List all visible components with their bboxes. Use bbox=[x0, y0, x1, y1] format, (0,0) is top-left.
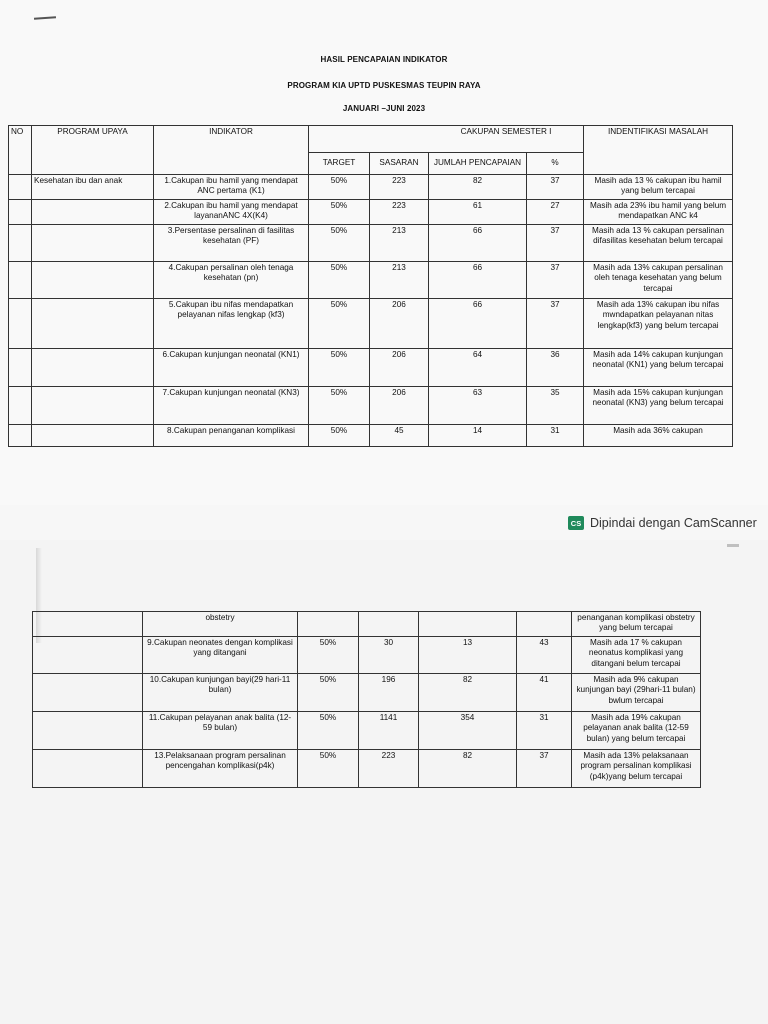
cell-persen: 43 bbox=[517, 637, 572, 674]
cell-target: 50% bbox=[298, 712, 359, 750]
cell-jumlah: 82 bbox=[419, 750, 517, 788]
cell-sasaran: 206 bbox=[370, 299, 429, 349]
cell-persen: 37 bbox=[517, 750, 572, 788]
cell-jumlah: 63 bbox=[429, 387, 527, 425]
cell-sasaran: 1141 bbox=[359, 712, 419, 750]
scanned-page-1 bbox=[0, 0, 768, 505]
cell-masalah: Masih ada 13 % cakupan ibu hamil yang belum tercapai bbox=[584, 175, 733, 200]
cell-jumlah: 64 bbox=[429, 349, 527, 387]
cell-sasaran: 45 bbox=[370, 425, 429, 447]
cell-indikator: 5.Cakupan ibu nifas mendapatkan pelayanan nifas lengkap (kf3) bbox=[154, 299, 309, 349]
column-header-masalah: INDENTIFIKASI MASALAH bbox=[584, 126, 733, 175]
column-header-jumlah: JUMLAH PENCAPAIAN bbox=[429, 153, 527, 175]
cell-masalah: Masih ada 17 % cakupan neonatus komplikasi yang ditangani belum tercapai bbox=[572, 637, 701, 674]
cell-indikator: 4.Cakupan persalinan oleh tenaga kesehatan (pn) bbox=[154, 262, 309, 299]
cell-jumlah: 13 bbox=[419, 637, 517, 674]
cell-program: Kesehatan ibu dan anak bbox=[32, 175, 154, 200]
cell-indikator: 13.Pelaksanaan program persalinan pencengahan komplikasi(p4k) bbox=[143, 750, 298, 788]
table-row bbox=[9, 425, 733, 447]
document-period: JANUARI –JUNI 2023 bbox=[342, 104, 426, 113]
cell-persen: 36 bbox=[527, 349, 584, 387]
cell-jumlah: 66 bbox=[429, 299, 527, 349]
table-row bbox=[9, 175, 733, 200]
cell-sasaran: 213 bbox=[370, 262, 429, 299]
column-header-program: PROGRAM UPAYA bbox=[32, 126, 154, 175]
cell-no bbox=[9, 425, 32, 447]
cell-program bbox=[32, 349, 154, 387]
cell-jumlah: 66 bbox=[429, 262, 527, 299]
scan-artifact-mark bbox=[727, 544, 739, 547]
table-row bbox=[9, 200, 733, 225]
cell-persen: 31 bbox=[517, 712, 572, 750]
cell-program bbox=[33, 612, 143, 637]
table-row bbox=[33, 612, 701, 637]
cell-target: 50% bbox=[309, 299, 370, 349]
column-header-cakupan-label: CAKUPAN SEMESTER I bbox=[460, 127, 552, 136]
table-row bbox=[33, 637, 701, 674]
cell-masalah: Masih ada 13% cakupan persalinan oleh tenaga kesehatan yang belum tercapai bbox=[584, 262, 733, 299]
cell-no bbox=[9, 387, 32, 425]
table-row bbox=[9, 387, 733, 425]
column-header-persen: % bbox=[527, 153, 584, 175]
cell-indikator: 2.Cakupan ibu hamil yang mendapat layananANC 4X(K4) bbox=[154, 200, 309, 225]
cell-program bbox=[33, 674, 143, 712]
cell-masalah: Masih ada 36% cakupan bbox=[584, 425, 733, 447]
table-row bbox=[9, 349, 733, 387]
cell-target: 50% bbox=[298, 750, 359, 788]
cell-indikator: 8.Cakupan penanganan komplikasi bbox=[154, 425, 309, 447]
camscanner-watermark bbox=[568, 514, 757, 532]
cell-no bbox=[9, 175, 32, 200]
column-header-indikator: INDIKATOR bbox=[154, 126, 309, 175]
cell-sasaran: 223 bbox=[370, 200, 429, 225]
cell-persen: 27 bbox=[527, 200, 584, 225]
cell-masalah: Masih ada 23% ibu hamil yang belum mendapatkan ANC k4 bbox=[584, 200, 733, 225]
cell-indikator: 1.Cakupan ibu hamil yang mendapat ANC pertama (K1) bbox=[154, 175, 309, 200]
cell-persen: 37 bbox=[527, 175, 584, 200]
cell-program bbox=[32, 387, 154, 425]
cell-program bbox=[32, 299, 154, 349]
cell-program bbox=[33, 712, 143, 750]
table-row bbox=[9, 225, 733, 262]
table-row bbox=[33, 674, 701, 712]
column-header-cakupan bbox=[309, 126, 584, 153]
cell-no bbox=[9, 299, 32, 349]
cell-program bbox=[32, 200, 154, 225]
cell-target: 50% bbox=[298, 674, 359, 712]
cell-no bbox=[9, 200, 32, 225]
cell-target: 50% bbox=[309, 349, 370, 387]
cell-target: 50% bbox=[309, 425, 370, 447]
cell-program bbox=[33, 750, 143, 788]
cell-program bbox=[32, 225, 154, 262]
table-row bbox=[9, 262, 733, 299]
cell-target bbox=[298, 612, 359, 637]
cell-masalah: Masih ada 15% cakupan kunjungan neonatal (KN3) yang belum tercapai bbox=[584, 387, 733, 425]
cell-indikator: 7.Cakupan kunjungan neonatal (KN3) bbox=[154, 387, 309, 425]
cell-masalah: Masih ada 13% pelaksanaan program persalinan komplikasi (p4k)yang belum tercapai bbox=[572, 750, 701, 788]
cell-persen: 35 bbox=[527, 387, 584, 425]
cell-target: 50% bbox=[309, 225, 370, 262]
cell-jumlah: 61 bbox=[429, 200, 527, 225]
cell-program bbox=[32, 425, 154, 447]
cell-sasaran: 223 bbox=[370, 175, 429, 200]
cell-sasaran: 223 bbox=[359, 750, 419, 788]
cell-sasaran: 206 bbox=[370, 349, 429, 387]
cell-indikator: 3.Persentase persalinan di fasilitas kesehatan (PF) bbox=[154, 225, 309, 262]
document-title: HASIL PENCAPAIAN INDIKATOR bbox=[320, 55, 448, 64]
cell-sasaran: 196 bbox=[359, 674, 419, 712]
cell-sasaran: 206 bbox=[370, 387, 429, 425]
cell-persen: 37 bbox=[527, 299, 584, 349]
cell-program bbox=[33, 637, 143, 674]
cell-jumlah: 354 bbox=[419, 712, 517, 750]
cell-jumlah: 82 bbox=[419, 674, 517, 712]
cell-target: 50% bbox=[309, 200, 370, 225]
cell-persen: 31 bbox=[527, 425, 584, 447]
cell-persen: 37 bbox=[527, 225, 584, 262]
camscanner-logo-icon: CS bbox=[568, 516, 584, 530]
cell-target: 50% bbox=[309, 387, 370, 425]
cell-sasaran: 30 bbox=[359, 637, 419, 674]
indicator-table-page-2 bbox=[32, 611, 701, 788]
cell-masalah: Masih ada 13 % cakupan persalinan difasilitas kesehatan belum tercapai bbox=[584, 225, 733, 262]
cell-masalah: Masih ada 9% cakupan kunjungan bayi (29hari-11 bulan) bwlum tercapai bbox=[572, 674, 701, 712]
cell-indikator: 9.Cakupan neonates dengan komplikasi yang ditangani bbox=[143, 637, 298, 674]
indicator-table-page-1 bbox=[8, 125, 733, 447]
cell-jumlah: 14 bbox=[429, 425, 527, 447]
cell-persen: 41 bbox=[517, 674, 572, 712]
cell-indikator: obstetry bbox=[143, 612, 298, 637]
column-header-target: TARGET bbox=[309, 153, 370, 175]
cell-persen bbox=[517, 612, 572, 637]
column-header-no: NO bbox=[9, 126, 32, 175]
cell-no bbox=[9, 225, 32, 262]
cell-indikator: 11.Cakupan pelayanan anak balita (12-59 bulan) bbox=[143, 712, 298, 750]
cell-no bbox=[9, 262, 32, 299]
table-body-page-2 bbox=[33, 612, 701, 788]
cell-jumlah: 82 bbox=[429, 175, 527, 200]
cell-indikator: 6.Cakupan kunjungan neonatal (KN1) bbox=[154, 349, 309, 387]
cell-target: 50% bbox=[309, 262, 370, 299]
cell-indikator: 10.Cakupan kunjungan bayi(29 hari-11 bulan) bbox=[143, 674, 298, 712]
table-row bbox=[33, 750, 701, 788]
document-subtitle: PROGRAM KIA UPTD PUSKESMAS TEUPIN RAYA bbox=[287, 81, 481, 90]
cell-sasaran: 213 bbox=[370, 225, 429, 262]
camscanner-label: Dipindai dengan CamScanner bbox=[590, 516, 757, 530]
table-row bbox=[33, 712, 701, 750]
cell-persen: 37 bbox=[527, 262, 584, 299]
cell-program bbox=[32, 262, 154, 299]
cell-jumlah bbox=[419, 612, 517, 637]
cell-jumlah: 66 bbox=[429, 225, 527, 262]
cell-no bbox=[9, 349, 32, 387]
column-header-sasaran: SASARAN bbox=[370, 153, 429, 175]
cell-masalah: Masih ada 14% cakupan kunjungan neonatal (KN1) yang belum tercapai bbox=[584, 349, 733, 387]
cell-masalah: penanganan komplikasi obstetry yang belum tercapai bbox=[572, 612, 701, 637]
cell-target: 50% bbox=[309, 175, 370, 200]
scan-artifact-mark bbox=[34, 16, 56, 20]
cell-masalah: Masih ada 13% cakupan ibu nifas mwndapatkan pelayanan nitas lengkap(kf3) yang belum tercapai bbox=[584, 299, 733, 349]
table-body-page-1 bbox=[9, 175, 733, 447]
table-row bbox=[9, 299, 733, 349]
cell-masalah: Masih ada 19% cakupan pelayanan anak balita (12-59 bulan) yang belum tercapai bbox=[572, 712, 701, 750]
cell-target: 50% bbox=[298, 637, 359, 674]
cell-sasaran bbox=[359, 612, 419, 637]
